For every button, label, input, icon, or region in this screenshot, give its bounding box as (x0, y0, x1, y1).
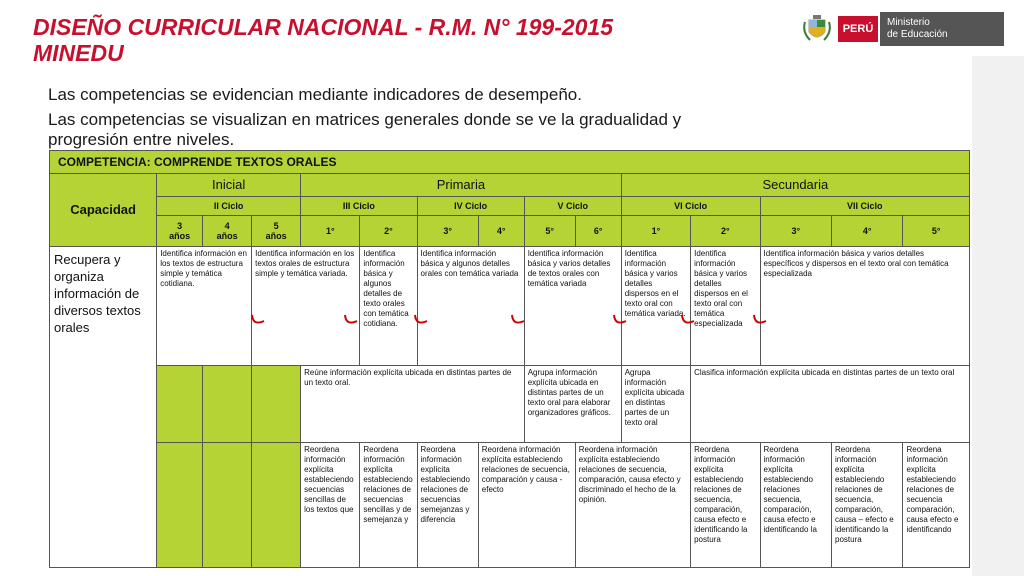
bullet-text-1: Las competencias se evidencian mediante indicadores de desempeño. (48, 85, 582, 104)
indicator-cell: Reordena información explícita estableciendo relaciones de secuencia, comparación, causa efecto e identificando la postura (691, 443, 760, 568)
curved-arrow-icon (250, 312, 266, 328)
curved-arrow-icon (510, 312, 526, 328)
indicator-cell: Agrupa información explícita ubicada en distintas partes de un texto oral para elaborar organizadores gráficos. (524, 366, 621, 443)
empty-cell (252, 443, 301, 568)
ministry-logo (800, 12, 1004, 46)
title-line-1: DISEÑO CURRICULAR NACIONAL - R.M. N° 199-2015 (33, 14, 614, 40)
curved-arrow-icon (413, 312, 429, 328)
level-primaria: Primaria (301, 174, 622, 197)
indicator-cell: Reordena información explícita estableciendo relaciones de secuencias semejanzas y diferencia (417, 443, 478, 568)
indicator-cell: Agrupa información explícita ubicada en distintas partes de un texto oral (621, 366, 690, 443)
slide-title (33, 14, 613, 66)
empty-cell (203, 443, 252, 568)
empty-cell (157, 366, 203, 443)
grade-primaria-6: 6° (575, 216, 621, 247)
cycle-iv: IV Ciclo (417, 197, 524, 216)
indicator-cell: Identifica información en los textos orales de estructura simple y temática variada. (252, 247, 360, 366)
ministry-line-2: de Educación (887, 29, 948, 40)
empty-cell (157, 443, 203, 568)
level-inicial: Inicial (157, 174, 301, 197)
grade-secundaria-1: 1° (621, 216, 690, 247)
grade-label: 4 años (216, 221, 238, 241)
grade-5-anos (252, 216, 301, 247)
indicator-cell: Identifica información básica y varios detalles dispersos en el texto oral con temática especializada (691, 247, 760, 366)
grade-secundaria-2: 2° (691, 216, 760, 247)
cycle-vi: VI Ciclo (621, 197, 760, 216)
capacity-name: Recupera y organiza información de diversos textos orales (50, 247, 157, 568)
curved-arrow-icon (680, 312, 696, 328)
indicator-cell: Identifica información en los textos de estructura simple y temática cotidiana. (157, 247, 252, 366)
indicator-cell: Identifica información básica y algunos detalles orales con temática variada (417, 247, 524, 366)
slide-side-panel (972, 56, 1024, 576)
coat-of-arms-icon (800, 12, 834, 46)
peru-badge: PERÚ (838, 16, 878, 42)
indicator-cell: Reordena información explícita estableciendo relaciones de secuencia, comparación, causa – efecto e identificando la postura (832, 443, 903, 568)
empty-cell (252, 366, 301, 443)
grade-secundaria-3: 3° (760, 216, 831, 247)
grade-4-anos (203, 216, 252, 247)
grade-3-anos (157, 216, 203, 247)
cycle-v: V Ciclo (524, 197, 621, 216)
grade-label: 3 años (169, 221, 191, 241)
title-line-2: MINEDU (33, 40, 124, 66)
bullet-text-3: progresión entre niveles. (48, 130, 235, 149)
cycle-iii: III Ciclo (301, 197, 417, 216)
level-secundaria: Secundaria (621, 174, 969, 197)
indicator-cell: Identifica información básica y algunos detalles de texto orales con temática cotidiana. (360, 247, 417, 366)
indicator-cell: Reordena información explícita estableciendo relaciones de secuencias sencillas y de semejanza y (360, 443, 417, 568)
curved-arrow-icon (612, 312, 628, 328)
indicator-cell: Reordena información explícita estableciendo secuencias sencillas de los textos que (301, 443, 360, 568)
indicator-cell: Identifica información básica y varios detalles específicos y dispersos en el texto oral con temática especializada (760, 247, 969, 366)
bullet-text-2: Las competencias se visualizan en matrices generales donde se ve la gradualidad y (48, 110, 682, 129)
competency-matrix (49, 150, 970, 568)
grade-primaria-5: 5° (524, 216, 575, 247)
indicator-cell: Reúne información explícita ubicada en distintas partes de un texto oral. (301, 366, 525, 443)
grade-primaria-1: 1° (301, 216, 360, 247)
indicator-cell: Reordena información explícita estableciendo relaciones de secuencia, comparación, causa efecto y discriminado el hecho de la opinión. (575, 443, 690, 568)
empty-cell (203, 366, 252, 443)
cycle-vii: VII Ciclo (760, 197, 969, 216)
grade-secundaria-4: 4° (832, 216, 903, 247)
grade-primaria-3: 3° (417, 216, 478, 247)
grade-label: 5 años (265, 221, 287, 241)
curved-arrow-icon (343, 312, 359, 328)
competency-header: COMPETENCIA: COMPRENDE TEXTOS ORALES (50, 151, 970, 174)
ministry-label (880, 12, 1004, 46)
indicator-cell: Reordena información explícita estableciendo relaciones secuencia, comparación, causa efecto e identificando la (760, 443, 831, 568)
indicator-cell: Reordena información explícita estableciendo relaciones de secuencia, comparación y causa - efecto (478, 443, 575, 568)
grade-secundaria-5: 5° (903, 216, 970, 247)
ministry-line-1: Ministerio (887, 17, 930, 28)
indicator-cell: Reordena información explícita estableciendo relaciones de secuencia comparación, causa efecto e identificando (903, 443, 970, 568)
cycle-ii: II Ciclo (157, 197, 301, 216)
indicator-cell: Clasifica información explícita ubicada en distintas partes de un texto oral (691, 366, 970, 443)
capacity-header: Capacidad (50, 174, 157, 247)
grade-primaria-2: 2° (360, 216, 417, 247)
grade-primaria-4: 4° (478, 216, 524, 247)
indicator-cell: Identifica información básica y varios detalles de textos orales con temática variada (524, 247, 621, 366)
curved-arrow-icon (752, 312, 768, 328)
indicator-cell: Identifica información básica y varios detalles dispersos en el texto oral con temática variada. (621, 247, 690, 366)
